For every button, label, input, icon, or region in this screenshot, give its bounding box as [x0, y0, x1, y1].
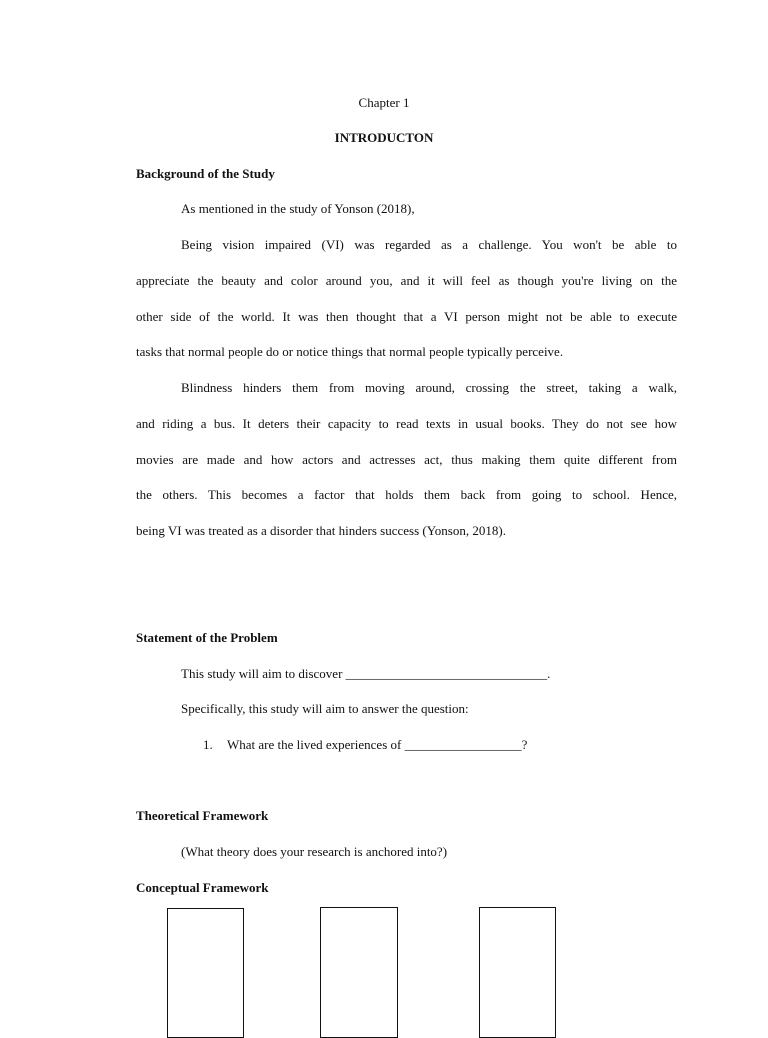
problem-aim: This study will aim to discover _______________________________.	[181, 666, 551, 681]
framework-box	[479, 907, 556, 1038]
background-intro: As mentioned in the study of Yonson (2018),	[181, 201, 415, 216]
paragraph-line: movies are made and how actors and actresses act, thus making them quite different from	[136, 452, 677, 467]
problem-heading: Statement of the Problem	[136, 630, 278, 645]
chapter-label: Chapter 1	[358, 95, 410, 110]
paragraph-line: being VI was treated as a disorder that hinders success (Yonson, 2018).	[136, 523, 506, 538]
paragraph-line: other side of the world. It was then thought that a VI person might not be able to execute	[136, 309, 677, 324]
question-text: What are the lived experiences of __________________?	[227, 737, 528, 752]
paragraph-line: Being vision impaired (VI) was regarded as a challenge. You won't be able to	[181, 237, 677, 252]
framework-box	[167, 908, 244, 1038]
paragraph-line: Blindness hinders them from moving around, crossing the street, taking a walk,	[181, 380, 677, 395]
concept-heading: Conceptual Framework	[136, 880, 269, 895]
theory-text: (What theory does your research is anchored into?)	[181, 844, 448, 859]
question-number: 1.	[203, 737, 213, 752]
paragraph-line: the others. This becomes a factor that holds them back from going to school. Hence,	[136, 487, 677, 502]
paragraph-line: tasks that normal people do or notice things that normal people typically perceive.	[136, 344, 564, 359]
background-heading: Background of the Study	[136, 166, 275, 181]
paragraph-line: appreciate the beauty and color around you, and it will feel as though you're living on the	[136, 273, 677, 288]
page-title: INTRODUCTON	[334, 130, 434, 145]
problem-specific: Specifically, this study will aim to answer the question:	[181, 701, 469, 716]
paragraph-line: and riding a bus. It deters their capacity to read texts in usual books. They do not see how	[136, 416, 677, 431]
theory-heading: Theoretical Framework	[136, 808, 269, 823]
framework-box	[320, 907, 398, 1038]
